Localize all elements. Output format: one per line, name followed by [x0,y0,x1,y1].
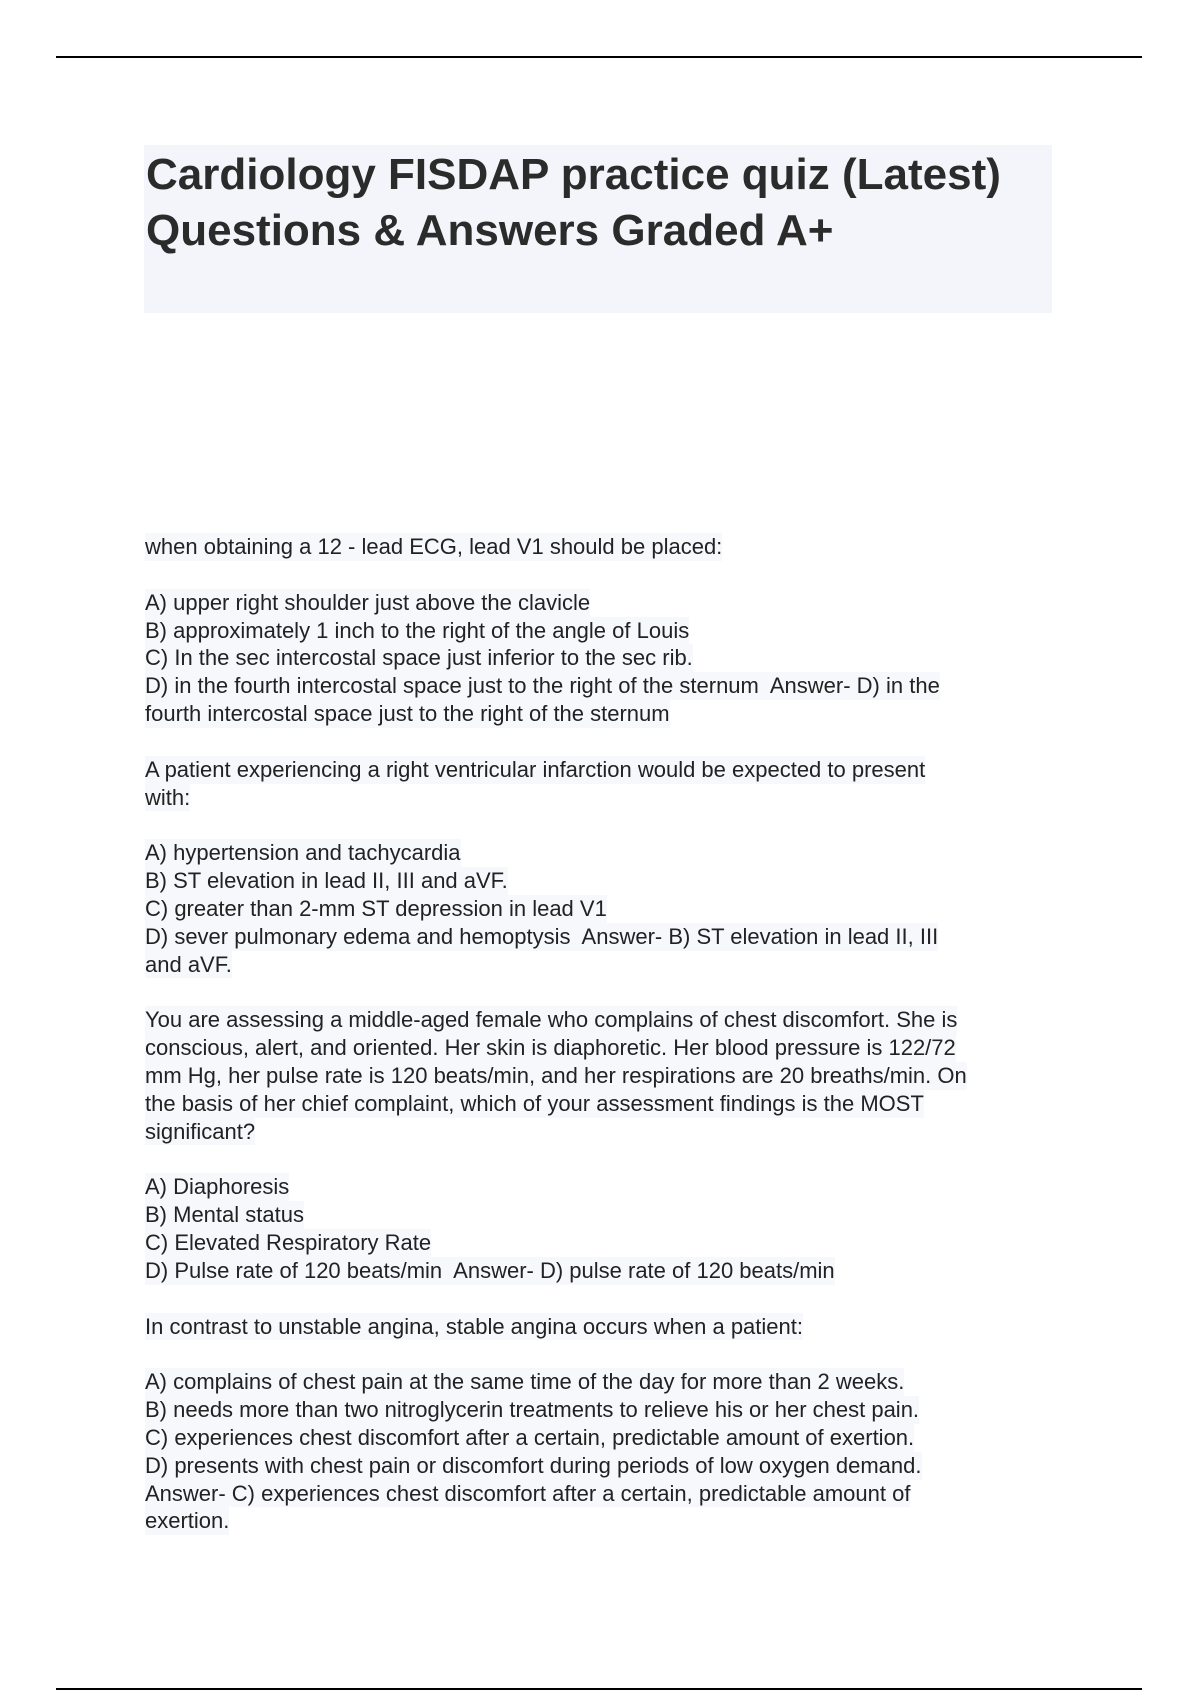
option-d: D) presents with chest pain or discomfort during periods of low oxygen demand. [145,1452,922,1478]
option-c: C) greater than 2-mm ST depression in lead V1 [145,895,607,921]
question-text-continuation: mm Hg, her pulse rate is 120 beats/min, and her respirations are 20 breaths/min. On [145,1062,967,1088]
option-a: A) hypertension and tachycardia [145,840,461,866]
qa-content [145,533,1070,1563]
option-c: C) experiences chest discomfort after a certain, predictable amount of exertion. [145,1424,915,1450]
question-text: You are assessing a middle-aged female who complains of chest discomfort. She is [145,1007,958,1033]
question-block [145,756,1070,979]
option-a: A) upper right shoulder just above the clavicle [145,589,591,615]
question-text-continuation: significant? [145,1118,256,1144]
option-a: A) Diaphoresis [145,1174,290,1200]
question-text: A patient experiencing a right ventricular infarction would be expected to present [145,756,926,782]
answer-continuation: fourth intercostal space just to the right of the sternum [145,700,670,726]
answer-continuation: and aVF. [145,951,232,977]
document-title: Cardiology FISDAP practice quiz (Latest) Questions & Answers Graded A+ [146,150,1001,255]
question-block [145,1313,1070,1536]
option-a: A) complains of chest pain at the same time of the day for more than 2 weeks. [145,1369,905,1395]
option-d-with-answer: D) Pulse rate of 120 beats/min Answer- D) pulse rate of 120 beats/min [145,1257,835,1283]
option-c: C) Elevated Respiratory Rate [145,1229,432,1255]
top-divider [56,56,1142,58]
answer-text: Answer- C) experiences chest discomfort after a certain, predictable amount of [145,1480,911,1506]
title-block [144,145,1052,313]
question-text-continuation: conscious, alert, and oriented. Her skin is diaphoretic. Her blood pressure is 122/72 [145,1035,956,1061]
question-text: when obtaining a 12 - lead ECG, lead V1 should be placed: [145,534,723,559]
answer-continuation: exertion. [145,1508,230,1534]
question-text-continuation: the basis of her chief complaint, which of your assessment findings is the MOST [145,1090,924,1116]
option-b: B) approximately 1 inch to the right of the angle of Louis [145,617,690,643]
option-c: C) In the sec intercostal space just inferior to the sec rib. [145,645,693,671]
question-text-continuation: with: [145,784,191,810]
question-block [145,533,1070,728]
option-b: B) needs more than two nitroglycerin treatments to relieve his or her chest pain. [145,1397,920,1423]
question-block [145,1006,1070,1284]
option-b: B) ST elevation in lead II, III and aVF. [145,868,508,894]
option-d-with-answer: D) sever pulmonary edema and hemoptysis Answer- B) ST elevation in lead II, III [145,923,939,949]
question-text: In contrast to unstable angina, stable angina occurs when a patient: [145,1313,803,1339]
bottom-divider [56,1688,1142,1690]
option-d-with-answer: D) in the fourth intercostal space just to the right of the sternum Answer- D) in the [145,673,940,699]
option-b: B) Mental status [145,1202,304,1228]
